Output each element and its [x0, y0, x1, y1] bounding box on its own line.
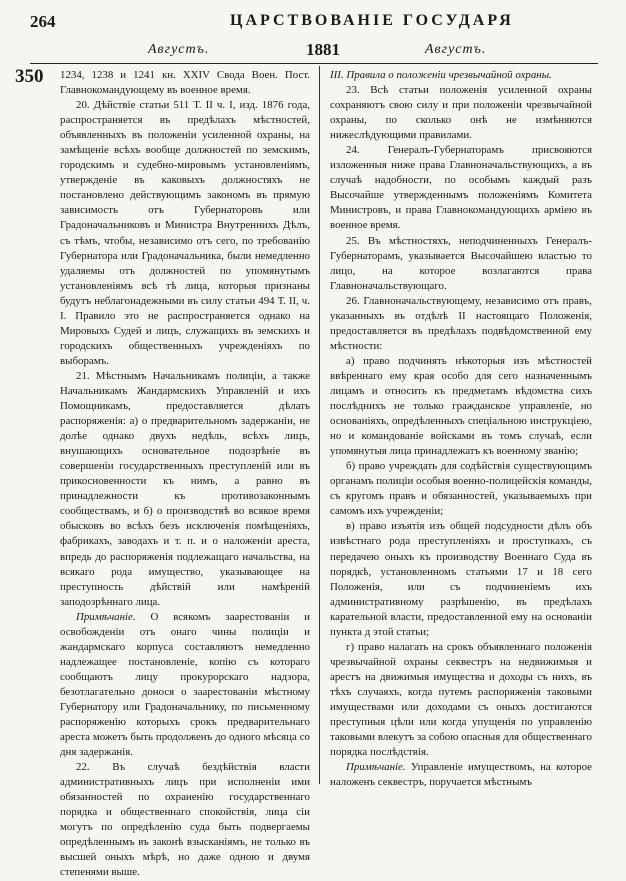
paragraph: г) право налагать на срокъ объявленнаго положенія чрезвычайной охраны секвестръ на недвижимыя и арестъ на движимыя имущества и доходы съ нихъ, въ тѣхъ случаяхъ, когда путемъ распоряженія таковыми имуществами или доходами съ оныхъ достигаются преступныя цѣли или когда упущенія по управленію таковыми влекутъ за собою опасныя для общественнаго порядка послѣдствія. — [330, 640, 592, 759]
note-label: Примѣчаніе. — [76, 610, 136, 623]
right-column — [330, 68, 592, 790]
paragraph: 23. Всѣ статьи положенія усиленной охраны сохраняютъ свою силу и при положеніи чрезвычайной охраны, по сколько онѣ не измѣняются нижеслѣдующими правилами. — [330, 84, 592, 142]
note-paragraph — [60, 610, 310, 760]
paragraph: 25. Въ мѣстностяхъ, неподчиненныхъ Генералъ-Губернаторамъ, указывается Высочайшею властью то лицо, на которое возлагаются права Главноначальствующаго. — [330, 234, 592, 292]
month-right: Августъ. — [425, 42, 487, 57]
paragraph: в) право изъятія изъ общей подсудности дѣлъ объ извѣстнаго рода преступленіяхъ и проступкахъ, съ передачею оныхъ къ производству Военнаго Суда въ порядкѣ, установленномъ статьями 17 и 18 сего Положенія, или съ подчиненіемъ ихъ административному разрѣшенію, въ предѣлахъ карательной власти, предоставленной ему на основаніи пункта д этой статьи; — [330, 520, 592, 638]
page-number: 264 — [30, 12, 56, 31]
paragraph: 26. Главноначальствующему, независимо отъ правъ, указанныхъ въ отдѣлѣ II настоящаго Положенія, предоставляется въ предѣлахъ подвѣдомственной ему мѣстности: — [330, 294, 592, 352]
column-divider — [319, 66, 320, 784]
note-paragraph — [330, 760, 592, 790]
header-rule — [30, 63, 598, 64]
article-number: 350 — [15, 66, 44, 87]
paragraph: 21. Мѣстнымъ Начальникамъ полиціи, а также Начальникамъ Жандармскихъ Управленій и ихъ Помощникамъ, предоставляется дѣлать распоряженія: а) о предварительномъ задержаніи, не долѣе однако двухъ недѣль, всѣхъ лицъ, внушающихъ основательное подозрѣніе въ совершеніи государственныхъ преступленій или въ прикосновенности къ нимъ, а равно въ принадлежности къ противозаконнымъ сообществамъ, и б) о производствѣ во всякое время обысковъ во всѣхъ безъ исключенія помѣщеніяхъ, фабрикахъ, заводахъ и т. п. и о наложеніи ареста, впредь до распоряженія подлежащаго начальства, на всякаго рода имущество, указывающее на преступность дѣйствій или намѣреній заподозрѣннаго лица. — [60, 369, 310, 608]
month-left: Августъ. — [148, 42, 210, 57]
note-text: Управленіе имуществомъ, на которое наложенъ секвестръ, поручается мѣстнымъ — [330, 761, 592, 789]
section-title: III. Правила о положеніи чрезвычайной охраны. — [330, 69, 552, 81]
left-column — [60, 68, 310, 881]
paragraph: 22. Въ случаѣ бездѣйствія власти административныхъ лицъ при исполненіи ими обязанностей по охраненію государственнаго порядка и общественнаго спокойствія, лица сіи могутъ по опредѣленію суда быть подвергаемы опредѣленнымъ въ законѣ взысканіямъ, не только въ высшей оныхъ мѣрѣ, но даже одною и двумя степенями выше. — [60, 761, 310, 879]
paragraph: 20. Дѣйствіе статьи 511 Т. II ч. I, изд. 1876 года, распространяется въ предѣлахъ мѣстностей, объявленныхъ въ положеніи усиленной охраны, на замѣщеніе всѣхъ вообще должностей по земскимъ, городскимъ и судебно-мировымъ установленіямъ, утвержденіе въ каковыхъ должностяхъ не постановлено действующимъ закономъ въ прямую зависимость отъ Губернаторовъ или Градоначальниковъ и Министра Внутреннихъ Дѣлъ, съ тѣмъ, чтобы, независимо отъ сего, по требованію Губернатора или Градоначальника, были немедленно удаляемы отъ должностей по упомянутымъ установленіямъ всѣ тѣ лица, которыя признаны будутъ неблагонадежными въ силу статьи 494 Т. II, ч. I. Правило это не распространяется однако на Мировыхъ Судей и лицъ, служащихъ въ земскихъ и городскихъ общественныхъ учрежденіяхъ по выборамъ. — [60, 99, 310, 367]
running-title: ЦАРСТВОВАНІЕ ГОСУДАРЯ — [230, 12, 514, 29]
note-text: О всякомъ заарестованіи и освобожденіи отъ онаго чины полиціи и жандармскаго корпуса составляютъ немедленно надлежащее постановленіе, копію съ котораго сообщаютъ лицу прокурорскаго надзора, безотлагательно донося о заарестованіи мѣстному Губернатору или Градоначальнику, по письменному распоряженію которыхъ срокъ предварительнаго ареста можетъ быть продолженъ до одного мѣсяца со дня задержанія. — [60, 610, 310, 759]
paragraph: а) право подчинять нѣкоторыя изъ мѣстностей ввѣреннаго ему края особо для сего назначеннымъ лицамъ и относить къ предметамъ вѣдомства сихъ послѣднихъ не только гражданское управленіе, но основаніяхъ, опредѣленныхъ спеціальною инструкціею, но и командованіе войсками въ томъ случаѣ, если упомянутыя лица принадлежатъ къ военному званію; — [330, 354, 592, 458]
paragraph: 24. Генералъ-Губернаторамъ присвояются изложенныя ниже права Главноначальствующихъ, а въ случаѣ надобности, по особымъ каждый разъ Высочайше утвержденнымъ положеніямъ Комитета Министровъ, и права Главнокомандующихъ арміею въ военное время. — [330, 144, 592, 232]
paragraph: б) право учреждать для содѣйствія существующимъ органамъ полиціи особыя военно-полицейскія команды, съ кругомъ правъ и обязанностей, указываемыхъ при самомъ ихъ учрежденіи; — [330, 460, 592, 518]
paragraph: 1234, 1238 и 1241 кн. XXIV Свода Воен. Пост. Главнокомандующему въ военное время. — [60, 69, 310, 97]
note-label: Примѣчаніе. — [346, 761, 406, 774]
year: 1881 — [306, 40, 340, 59]
